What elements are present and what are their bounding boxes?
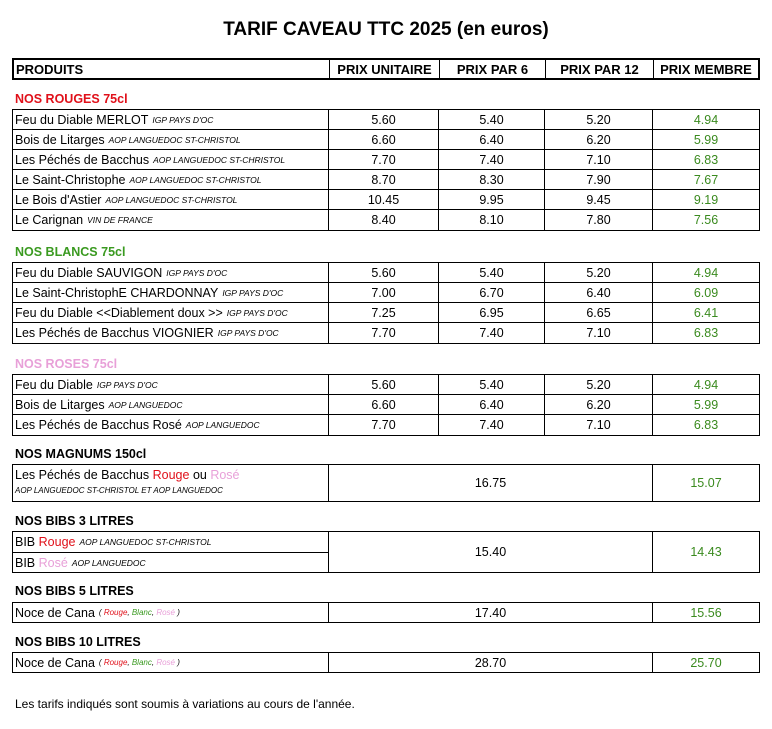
bibs3-products	[13, 532, 329, 572]
prix-par-12	[545, 375, 653, 394]
prix-par-6-value: 8.10	[479, 213, 504, 227]
prix-unitaire	[329, 210, 439, 230]
prix-par-6-value: 9.95	[479, 192, 504, 207]
prix-unitaire	[329, 303, 439, 322]
product-name-value: Feu du Diable <<Diablement doux >>	[15, 305, 223, 320]
table-row	[13, 303, 759, 323]
table-row	[13, 110, 759, 130]
prix-par-12-value: 7.10	[586, 418, 611, 432]
prix-par-6-value: 7.40	[479, 152, 504, 167]
prix-par-6-value: 6.40	[479, 397, 504, 412]
prix-membre	[653, 375, 759, 394]
bibs3-rouge-row	[13, 532, 328, 553]
appellation: IGP PAYS D'OC	[217, 328, 279, 338]
bibs10-variants: ( Rouge, Blanc, Rosé )	[98, 658, 180, 667]
prix-unitaire	[329, 150, 439, 169]
row-bibs3	[12, 531, 760, 573]
product-name	[13, 303, 329, 322]
prix-par-12-value: 6.65	[586, 305, 611, 320]
prix-par-6	[439, 323, 545, 343]
prix-par-6	[439, 150, 545, 169]
bibs5-price: 17.40	[329, 603, 653, 622]
table-row	[13, 170, 759, 190]
section-title-rouges: NOS ROUGES 75cl	[15, 92, 128, 106]
prix-par-6-value: 5.40	[479, 377, 504, 392]
prix-par-12-value: 7.10	[586, 152, 611, 167]
prix-unitaire-value: 10.45	[367, 192, 400, 207]
magnums-product	[13, 465, 329, 501]
prix-membre-value: 6.83	[693, 152, 719, 167]
prix-membre-value: 7.67	[693, 172, 719, 187]
table-row	[13, 415, 759, 435]
table-header	[12, 58, 760, 80]
prix-membre	[653, 303, 759, 322]
section-title-bibs10: NOS BIBS 10 LITRES	[15, 635, 141, 649]
magnums-appellation: AOP LANGUEDOC ST-CHRISTOL ET AOP LANGUEDOC	[15, 486, 223, 495]
bibs10-price: 28.70	[329, 653, 653, 672]
bibs3-prix-membre: 14.43	[690, 545, 722, 559]
table-row	[13, 395, 759, 415]
prix-membre	[653, 283, 759, 302]
table-row	[13, 210, 759, 230]
bibs5-product	[13, 603, 329, 622]
prix-par-12	[545, 303, 653, 322]
magnums-rose: Rosé	[210, 468, 240, 482]
prix-membre	[653, 110, 759, 129]
bibs3-rose: Rosé	[38, 556, 68, 570]
prix-membre	[653, 190, 759, 209]
prix-unitaire	[329, 323, 439, 343]
appellation: IGP PAYS D'OC	[166, 267, 228, 278]
prix-par-12	[545, 190, 653, 209]
magnums-price: 16.75	[329, 465, 653, 501]
prix-unitaire	[329, 283, 439, 302]
section-title-blancs: NOS BLANCS 75cl	[15, 245, 126, 259]
bibs3-rouge-appellation: AOP LANGUEDOC ST-CHRISTOL	[79, 537, 212, 547]
prix-par-12	[545, 150, 653, 169]
prix-membre-value: 6.09	[693, 285, 719, 300]
prix-par-12	[545, 110, 653, 129]
product-name	[13, 395, 329, 414]
product-name	[13, 190, 329, 209]
prix-par-12	[545, 415, 653, 435]
prix-par-6	[439, 190, 545, 209]
magnums-rouge: Rouge	[152, 468, 190, 482]
row-bibs5	[12, 602, 760, 623]
bibs10-rouge: Rouge	[103, 658, 128, 667]
prix-unitaire-value: 7.00	[371, 285, 396, 300]
bibs5-blanc: Blanc	[131, 608, 152, 617]
prix-par-12	[545, 130, 653, 149]
prix-unitaire	[329, 170, 439, 189]
product-name-value: Le Saint-Christophe	[15, 172, 126, 187]
prix-unitaire-value: 7.25	[371, 305, 396, 320]
prix-membre-value: 4.94	[693, 377, 719, 392]
page-title: TARIF CAVEAU TTC 2025 (en euros)	[223, 19, 549, 40]
prix-par-12	[545, 210, 653, 230]
product-name-value: Feu du Diable	[15, 377, 93, 392]
prix-par-12	[545, 395, 653, 414]
prix-par-6	[439, 170, 545, 189]
bibs10-blanc: Blanc	[131, 658, 152, 667]
table-row	[13, 263, 759, 283]
product-name	[13, 110, 329, 129]
bibs5-rose: Rosé	[156, 608, 175, 617]
table-row	[13, 283, 759, 303]
product-name-value: Bois de Litarges	[15, 397, 105, 412]
prix-par-6	[439, 415, 545, 435]
group-blancs	[12, 262, 760, 344]
magnums-ou: ou	[192, 468, 207, 482]
product-name-value: Le Bois d'Astier	[15, 192, 102, 207]
prix-par-12-value: 6.20	[586, 132, 611, 147]
prix-par-6	[439, 375, 545, 394]
bibs3-bib-label: BIB	[15, 556, 36, 570]
prix-unitaire-value: 5.60	[371, 112, 396, 127]
prix-par-6	[439, 110, 545, 129]
product-name	[13, 263, 329, 282]
prix-membre-value: 5.99	[693, 397, 719, 412]
prix-unitaire-value: 8.40	[371, 213, 396, 227]
table-row	[13, 150, 759, 170]
product-name	[13, 170, 329, 189]
product-name-value: Les Péchés de Bacchus	[15, 152, 150, 167]
prix-membre	[653, 170, 759, 189]
prix-membre-value: 6.41	[693, 305, 719, 320]
magnums-name	[15, 467, 326, 483]
prix-par-6-value: 7.40	[479, 418, 504, 432]
product-name-value: Bois de Litarges	[15, 132, 105, 147]
table-row	[13, 130, 759, 150]
prix-par-6-value: 6.95	[479, 305, 504, 320]
magnums-prix-membre: 15.07	[690, 476, 722, 490]
prix-par-12-value: 9.45	[586, 192, 611, 207]
prix-unitaire-value: 7.70	[371, 418, 396, 432]
group-rouges	[12, 109, 760, 231]
product-name-value: Les Péchés de Bacchus VIOGNIER	[15, 326, 214, 340]
table-row	[13, 190, 759, 210]
product-name	[13, 415, 329, 435]
header-produits: PRODUITS	[14, 60, 330, 78]
prix-membre	[653, 263, 759, 282]
prix-par-12-value: 7.80	[586, 213, 611, 227]
magnums-product-name: Les Péchés de Bacchus	[15, 468, 150, 482]
product-name-value: Feu du Diable MERLOT	[15, 112, 149, 127]
prix-par-12	[545, 323, 653, 343]
appellation: IGP PAYS D'OC	[152, 114, 214, 125]
prix-par-12-value: 5.20	[586, 265, 611, 280]
prix-par-12-value: 6.40	[586, 285, 611, 300]
bibs5-variants: ( Rouge, Blanc, Rosé )	[98, 608, 180, 617]
prix-membre	[653, 395, 759, 414]
row-bibs10	[12, 652, 760, 673]
bibs10-prix-membre: 25.70	[690, 655, 722, 670]
prix-membre-value: 9.19	[693, 192, 719, 207]
prix-par-6	[439, 263, 545, 282]
prix-par-6	[439, 210, 545, 230]
bibs3-price: 15.40	[329, 532, 653, 572]
product-name	[13, 150, 329, 169]
prix-par-6-value: 8.30	[479, 172, 504, 187]
prix-par-6	[439, 303, 545, 322]
prix-membre	[653, 150, 759, 169]
prix-unitaire	[329, 375, 439, 394]
header-prix-membre: PRIX MEMBRE	[660, 61, 752, 77]
prix-par-6	[439, 283, 545, 302]
prix-unitaire	[329, 415, 439, 435]
prix-par-12-value: 5.20	[586, 112, 611, 127]
prix-unitaire	[329, 110, 439, 129]
appellation: AOP LANGUEDOC ST-CHRISTOL	[129, 174, 262, 185]
prix-par-6-value: 7.40	[479, 326, 504, 340]
bibs10-rose: Rosé	[156, 658, 175, 667]
section-title-bibs5: NOS BIBS 5 LITRES	[15, 584, 134, 598]
product-name	[13, 375, 329, 394]
table-row	[13, 375, 759, 395]
prix-unitaire-value: 6.60	[371, 397, 396, 412]
appellation: IGP PAYS D'OC	[226, 307, 288, 318]
prix-unitaire-value: 6.60	[371, 132, 396, 147]
prix-membre-value: 4.94	[693, 265, 719, 280]
bibs5-product-name: Noce de Cana	[15, 605, 95, 620]
prix-membre-value: 7.56	[693, 213, 719, 227]
prix-membre-value: 5.99	[693, 132, 719, 147]
appellation: AOP LANGUEDOC	[185, 420, 260, 430]
prix-par-12-value: 7.90	[586, 172, 611, 187]
group-roses	[12, 374, 760, 436]
prix-par-6-value: 5.40	[479, 112, 504, 127]
prix-unitaire	[329, 395, 439, 414]
prix-membre-value: 6.83	[693, 418, 719, 432]
product-name	[13, 323, 329, 343]
prix-membre	[653, 415, 759, 435]
bibs5-prix-membre: 15.56	[690, 605, 722, 620]
product-name	[13, 283, 329, 302]
appellation: IGP PAYS D'OC	[222, 287, 284, 298]
prix-unitaire	[329, 130, 439, 149]
prix-par-6-value: 5.40	[479, 265, 504, 280]
header-prix-par-6: PRIX PAR 6	[440, 60, 546, 78]
product-name	[13, 130, 329, 149]
product-name	[13, 210, 329, 230]
footnote: Les tarifs indiqués sont soumis à variations au cours de l'année.	[15, 697, 355, 711]
prix-unitaire	[329, 190, 439, 209]
appellation: VIN DE FRANCE	[87, 215, 153, 225]
bibs3-rouge: Rouge	[38, 535, 76, 549]
header-prix-unitaire: PRIX UNITAIRE	[330, 60, 440, 78]
bibs3-rose-appellation: AOP LANGUEDOC	[71, 558, 146, 568]
bibs3-bib-label: BIB	[15, 535, 36, 549]
row-magnums	[12, 464, 760, 502]
prix-par-6	[439, 395, 545, 414]
bibs10-product	[13, 653, 329, 672]
appellation: AOP LANGUEDOC	[108, 399, 183, 410]
prix-membre	[653, 323, 759, 343]
table-row	[13, 323, 759, 343]
prix-par-6-value: 6.40	[479, 132, 504, 147]
prix-membre-value: 6.83	[693, 326, 719, 340]
prix-membre	[653, 210, 759, 230]
section-title-roses: NOS ROSES 75cl	[15, 357, 118, 371]
prix-membre-value: 4.94	[693, 112, 719, 127]
section-title-bibs3: NOS BIBS 3 LITRES	[15, 514, 134, 528]
header-prix-par-12: PRIX PAR 12	[546, 60, 654, 78]
appellation: AOP LANGUEDOC ST-CHRISTOL	[153, 154, 286, 165]
prix-unitaire-value: 7.70	[371, 326, 396, 340]
product-name-value: Les Péchés de Bacchus Rosé	[15, 418, 182, 432]
prix-par-12-value: 7.10	[586, 326, 611, 340]
prix-unitaire-value: 7.70	[371, 152, 396, 167]
prix-par-12-value: 6.20	[586, 397, 611, 412]
prix-par-6-value: 6.70	[479, 285, 504, 300]
bibs5-rouge: Rouge	[103, 608, 128, 617]
prix-par-12	[545, 263, 653, 282]
prix-par-12	[545, 283, 653, 302]
prix-unitaire-value: 5.60	[371, 265, 396, 280]
prix-par-6	[439, 130, 545, 149]
product-name-value: Le Saint-ChristophE CHARDONNAY	[15, 285, 219, 300]
prix-par-12-value: 5.20	[586, 377, 611, 392]
appellation: AOP LANGUEDOC ST-CHRISTOL	[105, 194, 238, 205]
prix-par-12	[545, 170, 653, 189]
section-title-magnums: NOS MAGNUMS 150cl	[15, 447, 147, 461]
prix-unitaire-value: 8.70	[371, 172, 396, 187]
prix-unitaire	[329, 263, 439, 282]
prix-unitaire-value: 5.60	[371, 377, 396, 392]
prix-membre	[653, 130, 759, 149]
bibs10-product-name: Noce de Cana	[15, 655, 95, 670]
appellation: AOP LANGUEDOC ST-CHRISTOL	[108, 134, 241, 145]
product-name-value: Le Carignan	[15, 213, 84, 227]
bibs3-rose-row	[13, 553, 328, 573]
product-name-value: Feu du Diable SAUVIGON	[15, 265, 163, 280]
appellation: IGP PAYS D'OC	[96, 379, 158, 390]
